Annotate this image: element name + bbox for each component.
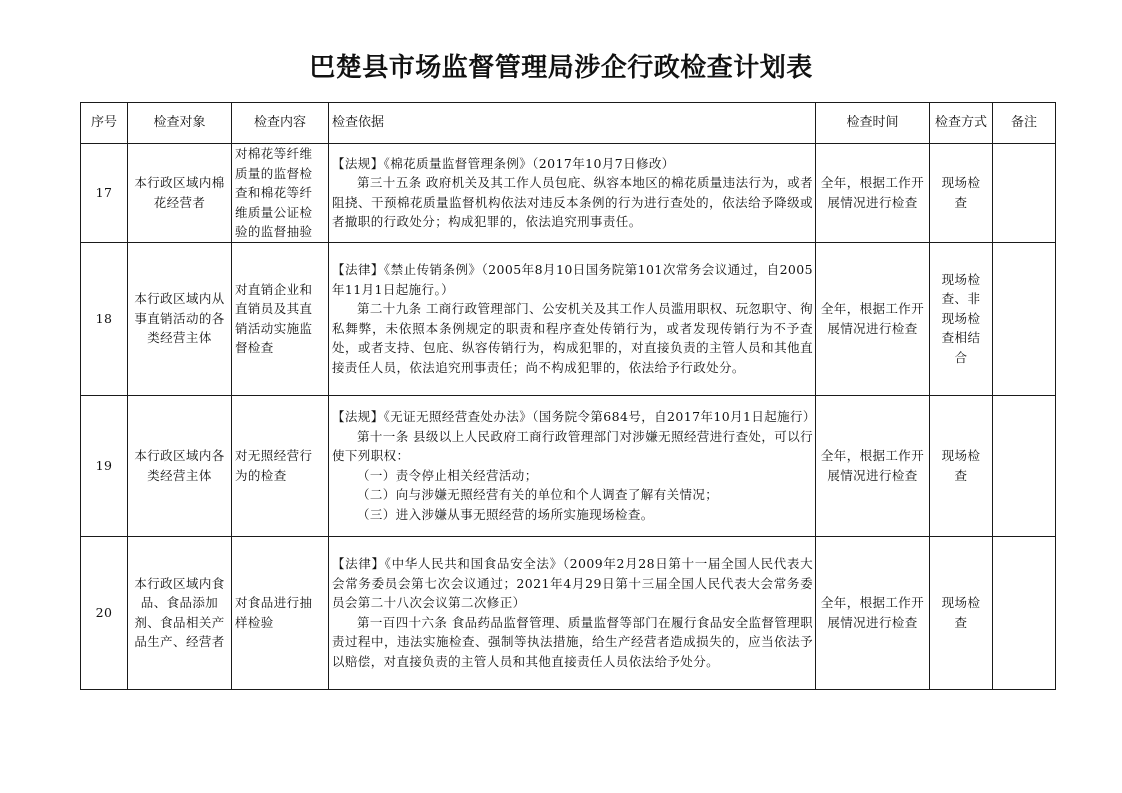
cell-method: 现场检查 [930, 536, 993, 689]
basis-item: （二）向与涉嫌无照经营有关的单位和个人调查了解有关情况； [357, 487, 719, 502]
cell-object: 本行政区域内棉花经营者 [128, 144, 232, 243]
basis-article: 第一百四十六条 食品药品监督管理、质量监督等部门在履行食品安全监督管理职责过程中，违法实施检查、强制等执法措施，给生产经营者造成损失的，应当依法予以赔偿，对直接负责的主管人员和其他直接责任人员依法给予处分。 [332, 614, 813, 669]
cell-remark [993, 536, 1056, 689]
cell-object: 本行政区域内各类经营主体 [128, 395, 232, 536]
cell-method: 现场检查 [930, 144, 993, 243]
cell-time: 全年，根据工作开展情况进行检查 [816, 144, 930, 243]
cell-time: 全年，根据工作开展情况进行检查 [816, 242, 930, 395]
header-remark: 备注 [993, 103, 1056, 144]
basis-article: 第十一条 县级以上人民政府工商行政管理部门对涉嫌无照经营进行查处，可以行使下列职权： [332, 428, 813, 463]
cell-content: 对棉花等纤维质量的监督检查和棉花等纤维质量公证检验的监督抽验 [232, 144, 329, 243]
cell-content: 对直销企业和直销员及其直销活动实施监督检查 [232, 242, 329, 395]
cell-basis [329, 242, 816, 395]
basis-article: 第三十五条 政府机关及其工作人员包庇、纵容本地区的棉花质量违法行为，或者阻挠、干预棉花质量监督机构依法对违反本条例的行为进行查处的，依法给予降级或者撤职的行政处分；构成犯罪的，依法追究刑事责任。 [332, 175, 813, 230]
cell-remark [993, 395, 1056, 536]
table-header-row [81, 103, 1056, 144]
inspection-plan-table [80, 102, 1056, 690]
cell-object: 本行政区域内从事直销活动的各类经营主体 [128, 242, 232, 395]
cell-seq: 19 [81, 395, 128, 536]
basis-item: （一）责令停止相关经营活动； [357, 467, 538, 483]
page-title: 巴楚县市场监督管理局涉企行政检查计划表 [309, 53, 813, 83]
table-row [81, 242, 1056, 395]
header-object: 检查对象 [128, 103, 232, 144]
table-row [81, 144, 1056, 243]
cell-content: 对食品进行抽样检验 [232, 536, 329, 689]
table-row [81, 536, 1056, 689]
cell-object: 本行政区域内食品、食品添加剂、食品相关产品生产、经营者 [128, 536, 232, 689]
header-content: 检查内容 [232, 103, 329, 144]
cell-remark [993, 144, 1056, 243]
cell-content: 对无照经营行为的检查 [232, 395, 329, 536]
cell-method: 现场检查、非现场检查相结合 [930, 242, 993, 395]
header-time: 检查时间 [816, 103, 930, 144]
table-row [81, 395, 1056, 536]
cell-seq: 17 [81, 144, 128, 243]
basis-source: 【法律】《禁止传销条例》（2005年8月10日国务院第101次常务会议通过，自2005年11月1日起施行。） [332, 262, 813, 297]
cell-method: 现场检查 [930, 395, 993, 536]
cell-basis [329, 395, 816, 536]
header-method: 检查方式 [930, 103, 993, 144]
cell-seq: 20 [81, 536, 128, 689]
cell-basis [329, 536, 816, 689]
basis-source: 【法规】《无证无照经营查处办法》（国务院令第684号，自2017年10月1日起施行） [332, 409, 816, 424]
header-seq: 序号 [81, 103, 128, 144]
basis-source: 【法律】《中华人民共和国食品安全法》（2009年2月28日第十一届全国人民代表大会常务委员会第七次会议通过；2021年4月29日第十三届全国人民代表大会常务委员会第二十八次会议第二次修正） [332, 556, 813, 610]
cell-basis [329, 144, 816, 243]
cell-remark [993, 242, 1056, 395]
cell-time: 全年，根据工作开展情况进行检查 [816, 536, 930, 689]
header-basis: 检查依据 [329, 103, 816, 144]
cell-seq: 18 [81, 242, 128, 395]
basis-item: （三）进入涉嫌从事无照经营的场所实施现场检查。 [357, 506, 654, 522]
cell-time: 全年，根据工作开展情况进行检查 [816, 395, 930, 536]
basis-article: 第二十九条 工商行政管理部门、公安机关及其工作人员滥用职权、玩忽职守、徇私舞弊，未依照本条例规定的职责和程序查处传销行为，或者发现传销行为不予查处，或者支持、包庇、纵容传销行为，构成犯罪的，对直接负责的主管人员和其他直接责任人员，依法追究刑事责任；尚不构成犯罪的，依法给予行政处分。 [332, 301, 813, 375]
basis-source: 【法规】《棉花质量监督管理条例》（2017年10月7日修改） [332, 155, 675, 171]
